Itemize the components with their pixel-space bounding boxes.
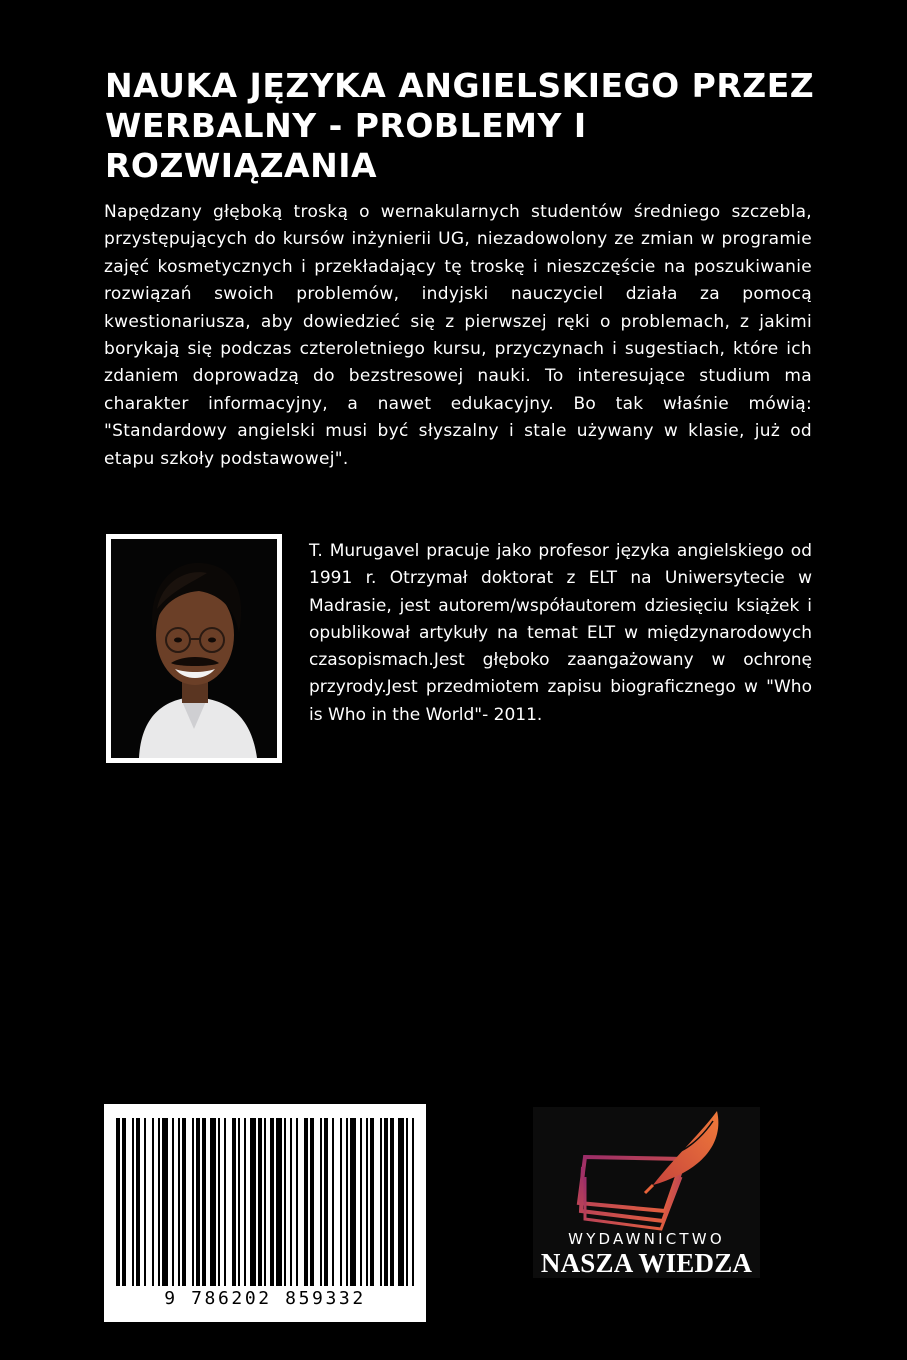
barcode [104,1104,426,1322]
author-bio: T. Murugavel pracuje jako profesor języka angielskiego od 1991 r. Otrzymał doktorat z ELT na Uniwersytecie w Madrasie, jest autorem/współautorem dziesięciu książek i opublikował artykuły na temat ELT w międzynarodowych czasopismach.Jest głęboko zaangażowany w ochronę przyrody.Jest przedmiotem zapisu biograficznego w "Who is Who in the World"- 2011. [309,541,812,725]
book-title: NAUKA JĘZYKA ANGIELSKIEGO PRZEZ WERBALNY - PROBLEMY I ROZWIĄZANIA [105,66,815,185]
author-photo [106,534,282,763]
isbn-number: 9 786202 859332 [164,1288,366,1309]
publisher-label: WYDAWNICTWO [568,1230,725,1248]
book-description: Napędzany głęboką troską o wernakularnych studentów średniego szczebla, przystępujących do kursów inżynierii UG, niezadowolony ze zmian w programie zajęć kosmetycznych i przekładający tę troskę i nieszczęście na poszukiwanie rozwiązań swoich problemów, indyjski nauczyciel działa za pomocą kwestionariusza, aby dowiedzieć się z pierwszej ręki o problemach, z jakimi borykają się podczas czteroletniego kursu, przyczynach i sugestiach, które ich zdaniem doprowadzą do bezstresowej nauki. To interesujące studium ma charakter informacyjny, a nawet edukacyjny. Bo tak właśnie mówią: "Standardowy angielski musi być słyszalny i stale używany w klasie, już od etapu szkoły podstawowej". [104,202,812,469]
publisher-logo [533,1107,760,1278]
publisher-name: NASZA WIEDZA [540,1248,753,1278]
